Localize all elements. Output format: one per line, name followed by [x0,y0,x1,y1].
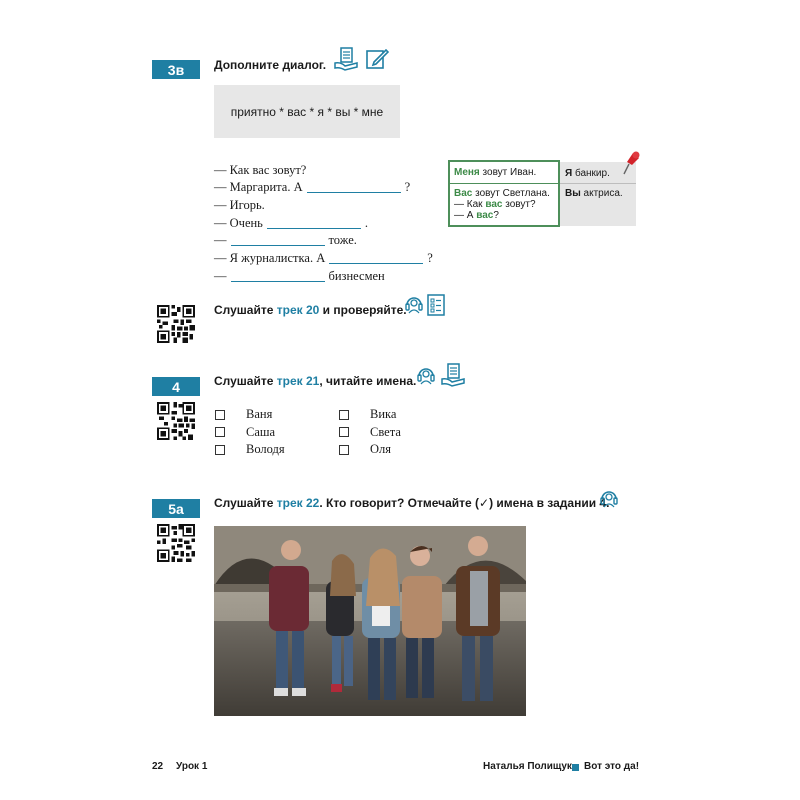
dialog-blank[interactable] [231,234,325,246]
qr-code-icon[interactable] [157,305,195,343]
exercise-4-heading: Слушайте трек 21, читайте имена. [214,374,417,388]
dialog-line-5: — тоже. [214,233,357,248]
dialog-blank[interactable] [267,217,361,229]
grammar-info-table [448,160,636,227]
footer-author: Наталья Полищук [483,761,572,772]
listen-headphones-icon [416,365,436,385]
students-photo [214,526,526,716]
name-checkbox[interactable] [215,410,225,420]
pushpin-icon [620,150,640,176]
exercise-3v-heading: Дополните диалог. [214,58,327,72]
info-divider [560,183,636,184]
read-book-icon [333,46,359,72]
name-row: Света [339,424,401,442]
info-cell-vas: Вас зовут Светлана. — Как вас зовут? — А вас? [454,188,550,221]
check-track-20-heading: Слушайте трек 20 и проверяйте. [214,303,407,317]
names-column-2 [339,406,401,459]
name-checkbox[interactable] [215,427,225,437]
exercise-badge-3v: 3в [152,60,200,79]
dialog-blank[interactable] [329,252,423,264]
page-number: 22 [152,761,164,772]
name-checkbox[interactable] [339,410,349,420]
listen-headphones-icon [599,488,619,508]
exercise-badge-4: 4 [152,377,200,396]
name-row: Саша [215,424,285,442]
name-checkbox[interactable] [215,445,225,455]
dialog-line-1: — Как вас зовут? [214,162,307,177]
name-row: Вика [339,406,401,424]
qr-code-icon[interactable] [157,524,195,562]
word-bank-text: приятно * вас * я * вы * мне [230,104,384,119]
dialog-blank[interactable] [231,270,325,282]
checklist-icon [427,294,445,316]
name-row: Оля [339,441,401,459]
names-column-1 [215,406,285,459]
info-divider [450,183,558,184]
footer-square-icon [572,764,579,771]
dialog-line-6: — Я журналистка. А ? [214,251,433,266]
name-checkbox[interactable] [339,427,349,437]
info-cell-menya: Меня зовут Иван. [454,167,537,178]
lesson-label: Урок 1 [176,761,208,772]
read-book-icon [440,362,466,388]
word-bank-box [214,85,400,138]
qr-code-icon[interactable] [157,402,195,440]
name-row: Ваня [215,406,285,424]
name-checkbox[interactable] [339,445,349,455]
dialog-line-3: — Игорь. [214,198,265,213]
footer-book-title: Вот это да! [584,761,640,772]
exercise-5a-heading: Слушайте трек 22. Кто говорит? Отмечайте (✓) имена в задании 4. [214,496,610,510]
dialog-line-4: — Очень . [214,215,369,230]
exercise-badge-5a: 5а [152,499,200,518]
dialog-line-7: — бизнесмен [214,268,385,283]
write-pencil-icon [365,47,389,71]
dialog-line-2: — Маргарита. А ? [214,180,411,195]
info-cell-ya: Я банкир. [565,168,610,179]
dialog-blank[interactable] [307,181,401,193]
dialog-lines [214,160,433,284]
listen-headphones-icon [404,294,424,314]
info-cell-vy: Вы актриса. [565,188,623,199]
name-row: Володя [215,441,285,459]
